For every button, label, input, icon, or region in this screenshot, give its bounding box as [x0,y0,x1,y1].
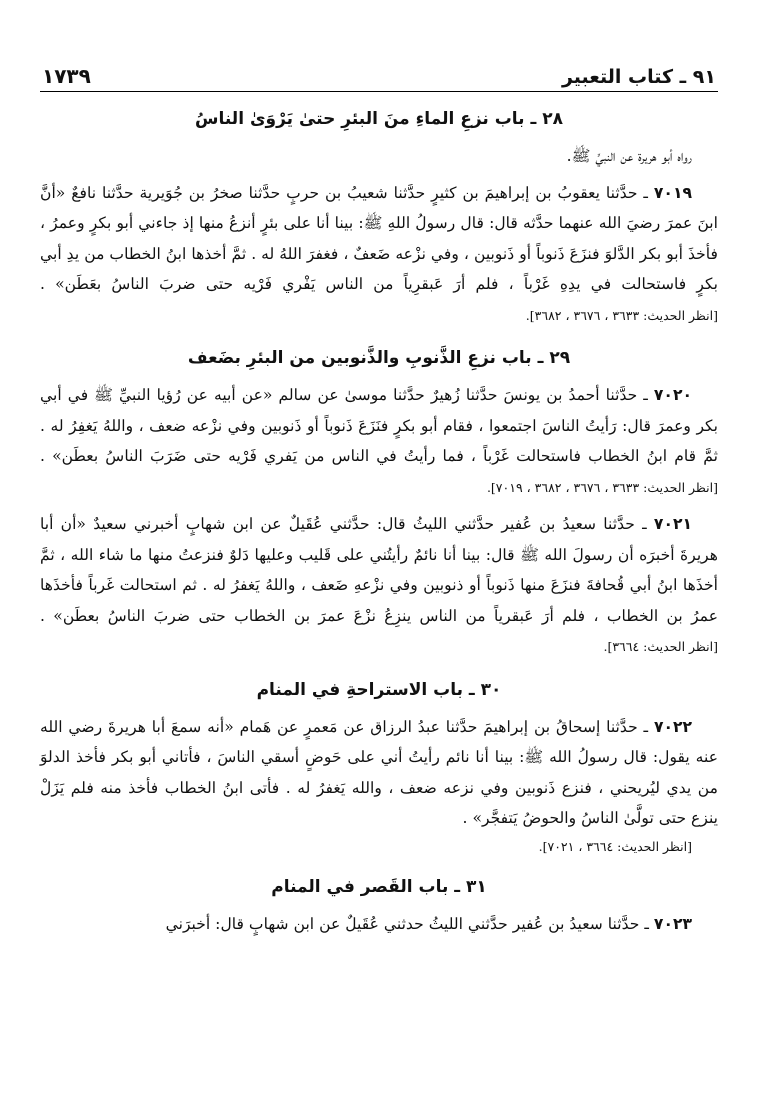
hadith-text: ـ حدَّثنا إسحاقُ بن إبراهيمَ حدَّثنا عبدُ الرزاق عن مَعمرٍ عن هَمام «أنه سمعَ أبا هريرةَ رضي الله عنه يقول: قال رسولُ الله ﷺ: بينا أنا نائم رأيتُ أني على حَوضٍ أسقي الناسَ ، فأتاني أبو بكر فأخذ الدلوَ من يدي ليُريحني ، فنزع ذَنوبين وفي نزعه ضعف ، والله يَغفرُ له . فأتى ابنُ الخطاب فأخذ منه فلم يَزَلْ ينزع حتى تولَّىٰ الناسُ والحوضُ يَتفجَّر» . [40,717,718,827]
hadith-7022 [40,712,718,834]
section-heading-31: ٣١ ـ باب القَصر في المنام [271,876,487,897]
hadith-number: ٧٠٢٣ [653,914,692,933]
hadith-number: ٧٠٢٢ [653,717,693,736]
section-heading-28: ٢٨ ـ باب نزعِ الماءِ منَ البئرِ حتىٰ يَرْوَىٰ الناسُ [195,109,563,129]
chapter-title: ٩١ ـ كتاب التعبير [561,66,716,88]
hadith-text: ـ حدَّثنا يعقوبُ بن إبراهيمَ بن كثيرٍ حدَّثنا شعيبُ بن حربٍ حدَّثنا صخرُ بن جُوَيرية حدَّثنا نافعٌ «أنَّ ابنَ عمرَ رضيَ الله عنهما حدَّثه قال: قال رسولُ اللهِ ﷺ: بينا أنا على بئرٍ أنزعُ منها إذ جاءني أبو بكرٍ وعمرُ ، فأخذَ أبو بكر الدَّلوَ فنزَعَ ذَنوباً أو ذَنوبين ، وفي نزْعه ضَعفٌ ، فغفرَ اللهُ له . ثمَّ أخذها ابنُ الخطاب من يدِ أبي بكرٍ فاستحالت في يدِهِ غَرْباً ، فلم أرَ عَبقرِياً من الناس يَفْري فَرْيه حتى ضربَ الناسُ بعَطَن» . [40,183,718,293]
hadith-7020 [40,380,718,503]
hadith-reference: [انظر الحديث: ٣٦٦٤ ، ٧٠٢١]. [538,838,692,854]
hadith-reference: [انظر الحديث: ٣٦٦٤]. [603,639,718,654]
section-heading-29: ٢٩ ـ باب نزعِ الذَّنوبِ والذَّنوبين من البئرِ بضَعف [187,348,571,368]
section-heading-30: ٣٠ ـ باب الاستراحةِ في المنام [256,679,502,700]
hadith-7023 [40,909,718,940]
hadith-text: ـ حدَّثنا سعيدُ بن عُفير حدَّثني الليثُ قال: حدَّثني عُقَيلٌ عن ابن شهابٍ أخبرني سعيدٌ «أن أبا هريرةَ أخبرَه أن رسولَ الله ﷺ قال: بينا أنا نائمٌ رأيتُني على قَليب وعليها دَلوٌ فنزعتُ منها ما شاء الله ، ثمَّ أخذَها ابنُ أبي قُحافةَ فنزَعَ منها ذَنوباً أو ذنوبين وفي نزْعهِ ضَعف ، واللهُ يَغفرُ له . ثم استحالت غَرباً فأخذَها عمرُ بن الخطاب ، فلم أرَ عَبقرياً من الناس ينزِعُ نزْعَ عمرَ بن الخطاب حتى ضربَ الناسُ بعطَن» . [40,515,718,625]
hadith-number: ٧٠١٩ [653,183,692,202]
hadith-number: ٧٠٢٠ [653,386,692,404]
hadith-reference: [انظر الحديث: ٣٦٣٣ ، ٣٦٧٦ ، ٣٦٨٢ ، ٧٠١٩]. [486,479,718,495]
hadith-reference: [انظر الحديث: ٣٦٣٣ ، ٣٦٧٦ ، ٣٦٨٢]. [525,307,718,323]
hadith-text: ـ حدَّثنا أحمدُ بن يونسَ حدَّثنا زُهيرٌ حدَّثنا موسىٰ عن سالم «عن أبيه عن رُؤيا النبيِّ ﷺ في أبي بكر وعمرَ قال: رَأيتُ الناسَ اجتمعوا ، فقام أبو بكرٍ فنَزَعَ ذَنوباً أو ذَنوبين وفي نزْعه ضعف ، واللهُ يَغفِرُ له . ثمَّ قام ابنُ الخطاب فاستحالت غَرْباً ، فما رأيتُ في الناس من يَفري فَرْيه حتى ضَرَبَ الناسُ بعطَن» . [40,386,718,465]
hadith-text: ـ حدَّثنا سعيدُ بن عُفير حدَّثني الليثُ حدثني عُقَيلٌ عن ابن شهابٍ قال: أخبرَني [165,914,649,933]
hadith-7021 [40,509,718,663]
book-page [40,62,718,939]
running-header [40,62,718,92]
hadith-number: ٧٠٢١ [653,515,692,533]
section-intro-28: رواه أبو هريرة عن النبيِّ ﷺ. [566,147,692,165]
page-number: ١٧٣٩ [42,64,91,88]
hadith-7019 [40,178,718,332]
